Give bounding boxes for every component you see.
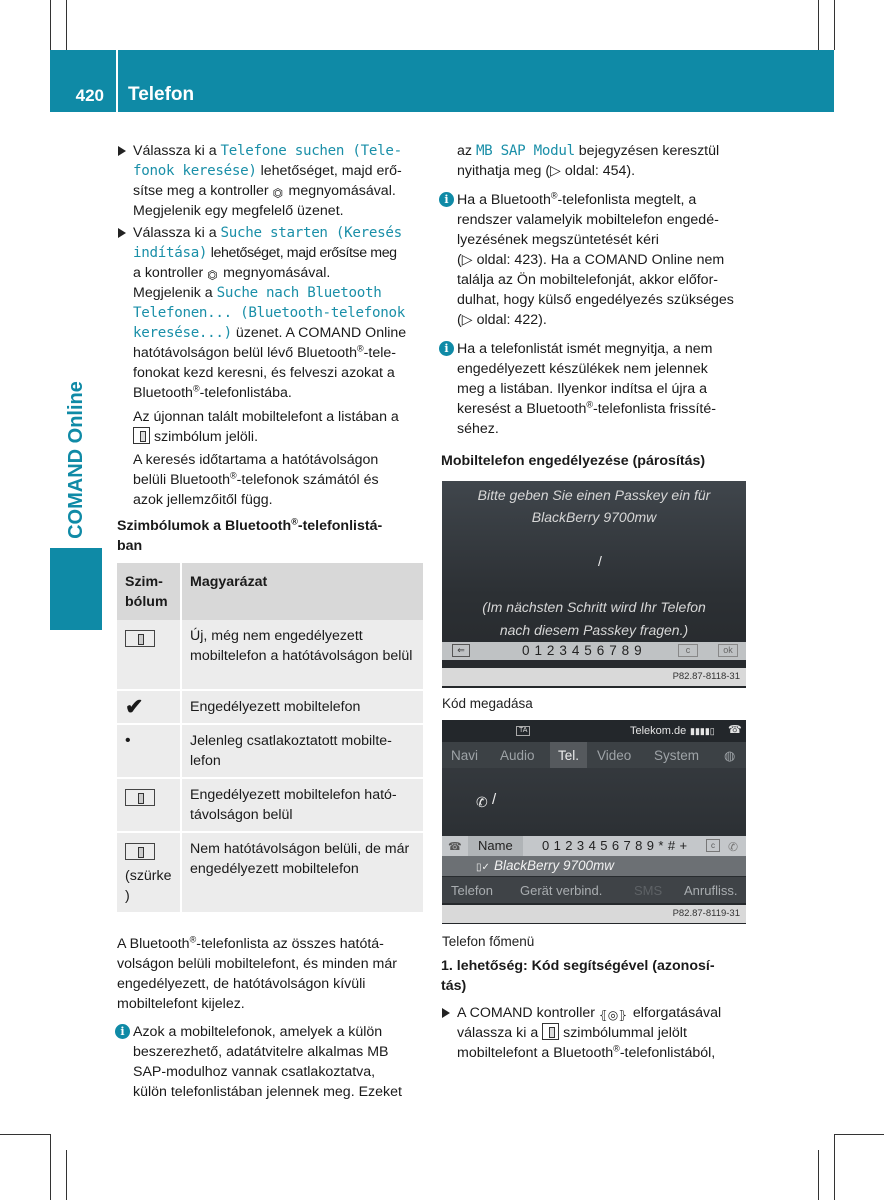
ta-badge: TA <box>516 726 530 736</box>
table-row: • Jelenleg csatlakoztatott mobilte-lefon <box>117 724 423 778</box>
new-phone-icon <box>542 1023 559 1040</box>
crop-mark <box>834 0 835 50</box>
new-phone-icon <box>133 427 150 444</box>
info-note-sap: i Azok a mobiltelefonok, amelyek a külön beszerezhető, adatátvitelre alkalmas MB SAP-modulhoz vannak csatlakoztatva, külön telefonlistában jelennek meg. Ezeket <box>117 1022 423 1102</box>
info-note-list-full: i Ha a Bluetooth®-telefonlista megtelt, a rendszer valamelyik mobiltelefon engedé- lyezésének megszüntetését kéri (▷ oldal: 423). Ha a COMAND Online nem találja az Ön mobiltelefonját, akkor előfor- dulhat, hogy külső engedélyezés szükséges (▷ oldal: 422). <box>441 190 751 330</box>
submenu-telefon[interactable]: Telefon <box>451 883 493 898</box>
globe-icon[interactable]: ◍ <box>724 748 736 763</box>
passkey-cursor: / <box>598 553 602 569</box>
controller-rotate-icon: ⦃◎⦄ <box>598 1008 628 1022</box>
number-speller <box>442 836 746 856</box>
checkmark-icon: ✔ <box>117 690 181 724</box>
operator-name: Telekom.de <box>630 725 687 737</box>
page-number: 420 <box>75 86 104 105</box>
hangup-icon[interactable]: ☎ <box>448 841 462 853</box>
passkey-hint-line1: (Im nächsten Schritt wird Ihr Telefon <box>482 599 706 615</box>
section-heading-pairing: Mobiltelefon engedélyezése (párosítás) <box>441 453 706 469</box>
authorized-phone-grey-icon <box>125 843 155 860</box>
back-icon[interactable]: ⇐ <box>452 644 470 657</box>
crop-mark <box>834 1134 835 1200</box>
info-icon: i <box>439 192 454 207</box>
info-note-reopen: i Ha a telefonlistát ismét megnyitja, a nem engedélyezett készülékek nem jelennek meg a listában. Ilyenkor indítsa el újra a keresést a Bluetooth®-telefonlista frissíté- séhez. <box>441 339 751 439</box>
left-column <box>117 141 423 1102</box>
clear-button[interactable]: c <box>706 839 720 852</box>
sub-menu-bar <box>442 877 746 903</box>
section-heading-symbols: Szimbólumok a Bluetooth®-telefonlistá- ban <box>117 516 383 554</box>
main-menu-bar <box>442 742 746 768</box>
crop-mark <box>66 0 67 50</box>
section-label: COMAND Online <box>65 381 87 539</box>
table-header-row <box>117 563 423 620</box>
device-name: BlackBerry 9700mw <box>494 858 615 873</box>
crop-mark <box>50 1134 51 1200</box>
caption-code-entry: Kód megadása <box>442 696 533 711</box>
paragraph-duration: A keresés időtartama a hatótávolságon belüli Bluetooth®-telefonok számától és azok jellemzőitől függ. <box>133 452 379 508</box>
menu-item-navi[interactable]: Navi <box>451 748 479 763</box>
info-icon: i <box>115 1024 130 1039</box>
header-divider <box>116 50 118 112</box>
passkey-prompt-line1: Bitte geben Sie einen Passkey ein für <box>477 487 711 503</box>
passkey-prompt-line2: BlackBerry 9700mw <box>531 509 657 525</box>
symbol-table <box>117 563 423 914</box>
authorized-phone-icon <box>125 789 155 806</box>
paragraph-list-info: A Bluetooth®-telefonlista az összes hatótá- volságon belüli mobiltelefont, és minden már engedélyezett, de hatótávolságon kívüli mobiltelefont kijelez. <box>117 934 397 1012</box>
crop-mark <box>818 0 819 50</box>
page-title: Telefon <box>128 84 195 105</box>
controller-press-icon: ⏣ <box>207 268 218 282</box>
crop-mark <box>834 1134 884 1135</box>
paragraph-sap-continue: az MB SAP Modul bejegyzésen keresztül nyithatja meg (▷ oldal: 454). <box>457 143 720 179</box>
passkey-hint-line2: nach diesem Passkey fragen.) <box>499 622 689 638</box>
digit-speller[interactable]: 0 1 2 3 4 5 6 7 8 9 <box>522 643 643 658</box>
menu-item-audio[interactable]: Audio <box>500 748 535 763</box>
table-row: Engedélyezett mobiltelefon ható-távolságon belül <box>117 778 423 832</box>
table-row: ✔ Engedélyezett mobiltelefon <box>117 690 423 724</box>
clear-button[interactable]: c <box>678 644 698 657</box>
submenu-call-list[interactable]: Anrufliss. <box>684 883 738 898</box>
submenu-connect-device[interactable]: Gerät verbind. <box>520 883 603 898</box>
caption-telephone-menu: Telefon főmenü <box>442 934 535 949</box>
controller-press-icon: ⏣ <box>272 186 284 200</box>
phone-handset-icon: ☎ <box>728 724 742 736</box>
handset-input-icon: ✆ <box>476 794 488 810</box>
table-row: Új, még nem engedélyezett mobiltelefon a hatótávolságon belül <box>117 620 423 690</box>
option-heading: 1. lehetőség: Kód segítségével (azonosí- tás) <box>441 958 715 994</box>
screen-passkey <box>442 481 746 688</box>
crop-mark <box>818 1150 819 1200</box>
crop-mark <box>0 1134 50 1135</box>
table-row: (szürke ) Nem hatótávolságon belüli, de már engedélyezett mobiltelefon <box>117 832 423 913</box>
figure-code: P82.87-8118-31 <box>442 668 746 686</box>
menu-item-system[interactable]: System <box>654 748 700 763</box>
name-button[interactable]: Name <box>468 836 523 856</box>
status-bar <box>442 720 746 742</box>
table-header-explanation: Magyarázat <box>181 563 423 620</box>
new-phone-icon <box>125 630 155 647</box>
side-tab-marker <box>50 548 102 630</box>
connected-dot-icon: • <box>117 724 181 778</box>
screen-telephone-menu <box>442 720 746 924</box>
table-header-symbol: Szim- bólum <box>117 563 181 620</box>
right-column-bottom <box>441 956 751 1063</box>
figure-code: P82.87-8119-31 <box>442 905 746 923</box>
menu-item-video[interactable]: Video <box>597 748 632 763</box>
paragraph-new-phone: Az újonnan talált mobiltelefont a listában a szimbólum jelöli. <box>133 409 399 445</box>
right-column <box>441 141 751 471</box>
digit-speller[interactable]: 0 1 2 3 4 5 6 7 8 9 * # + <box>542 838 688 853</box>
signal-icon: ▮▮▮▮▯ <box>690 726 715 736</box>
call-icon[interactable]: ✆ <box>728 840 739 854</box>
instruction-search-phones: Válassza ki a Telefone suchen (Tele‑ fonok keresése) lehetőséget, majd erő- sítse meg a kontroller ⏣ megnyomásával. Megjelenik egy megfelelő üzenet. <box>117 141 423 221</box>
menu-item-tel[interactable]: Tel. <box>550 742 587 768</box>
instruction-select-phone: A COMAND kontroller ⦃◎⦄ elforgatásával válassza ki a szimbólummal jelölt mobiltelefont a Bluetooth®-telefonlistából, <box>441 1003 751 1063</box>
ok-button[interactable]: ok <box>718 644 738 657</box>
passkey-speller <box>442 642 746 660</box>
crop-mark <box>50 0 51 50</box>
device-row[interactable] <box>442 856 746 876</box>
authorized-phone-icon: ▯✓ <box>476 862 490 873</box>
number-input-cursor[interactable]: / <box>492 791 497 808</box>
crop-mark <box>66 1150 67 1200</box>
submenu-sms[interactable]: SMS <box>634 883 663 898</box>
instruction-start-search: Válassza ki a Suche starten (Keresés indítása) lehetőséget, majd erősítse meg a kontroller ⏣ megnyomásával. Megjelenik a Suche nach Bluetooth Telefonen... (Bluetooth-telefonok keresése...) üzenet. A COMAND Online hatótávolságon belül lévő Bluetooth®-tele- fonokat kezd keresni, és felveszi azokat a Bluetooth®-telefonlistába. <box>117 223 423 403</box>
info-icon: i <box>439 341 454 356</box>
